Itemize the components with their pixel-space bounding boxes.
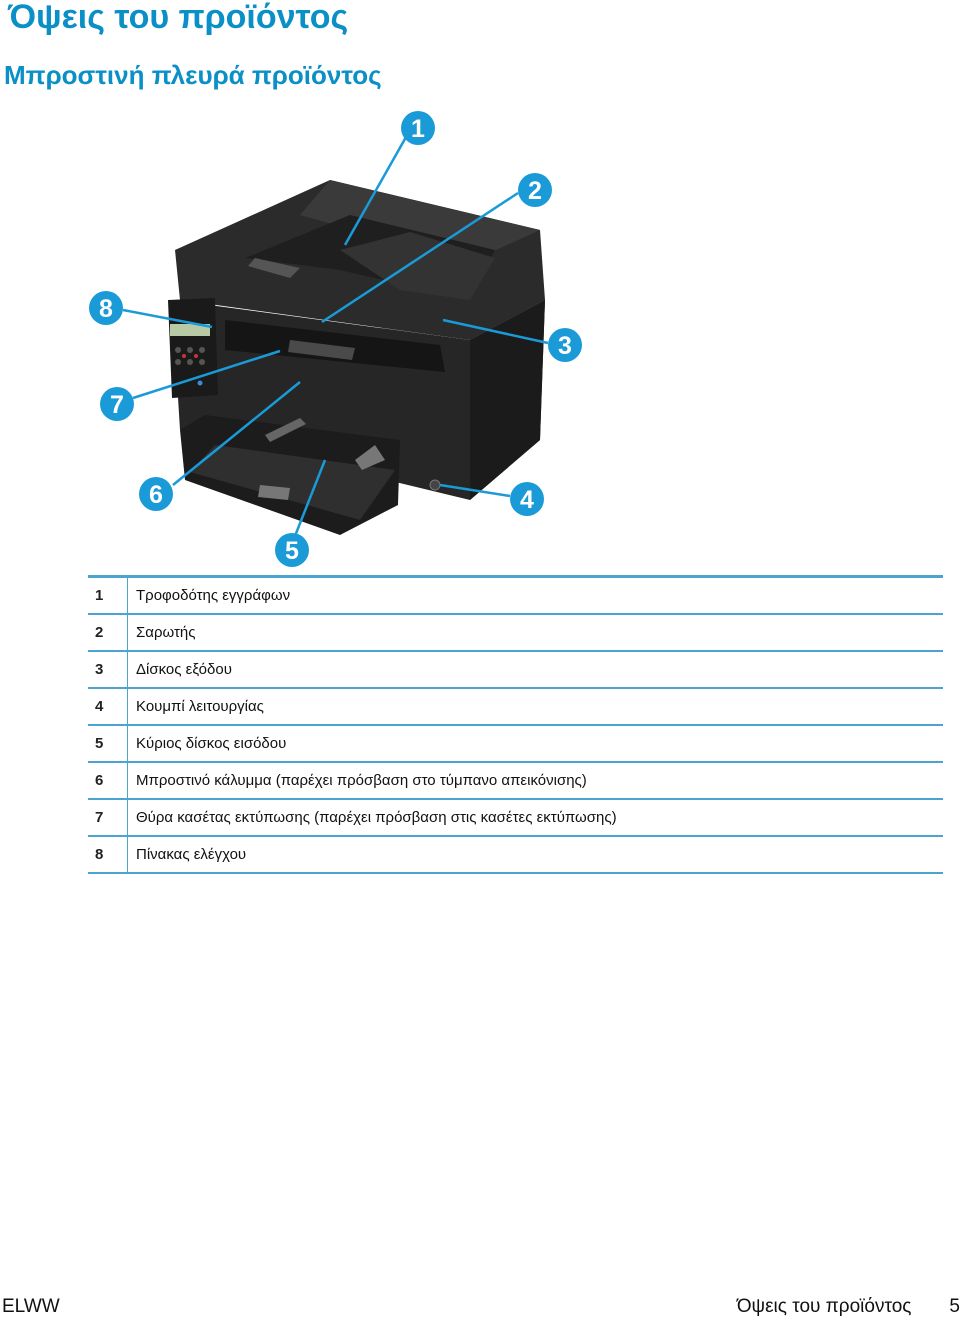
- legend-number: 7: [88, 800, 128, 835]
- section-subtitle: Μπροστινή πλευρά προϊόντος: [4, 60, 382, 90]
- callout-4: [510, 482, 544, 516]
- legend-label: Μπροστινό κάλυμμα (παρέχει πρόσβαση στο τύμπανο απεικόνισης): [136, 772, 587, 789]
- callout-6-label: 6: [149, 481, 163, 509]
- legend-row: [88, 726, 943, 763]
- legend-row: [88, 615, 943, 652]
- legend-label: Θύρα κασέτας εκτύπωσης (παρέχει πρόσβαση στις κασέτες εκτύπωσης): [136, 809, 617, 826]
- legend-row: [88, 578, 943, 615]
- callout-1-label: 1: [411, 115, 425, 143]
- legend-label: Κύριος δίσκος εισόδου: [136, 735, 287, 752]
- legend-label: Κουμπί λειτουργίας: [136, 698, 264, 715]
- legend-number: 3: [88, 652, 128, 687]
- printer-image: [168, 180, 545, 535]
- footer-section-title: Όψεις του προϊόντος: [736, 1296, 912, 1317]
- legend-number: 6: [88, 763, 128, 798]
- printer-front-illustration: [0, 95, 620, 575]
- legend-number: 5: [88, 726, 128, 761]
- callout-8-label: 8: [99, 295, 113, 323]
- callout-4-label: 4: [520, 486, 534, 514]
- footer-document-code: ELWW: [2, 1296, 60, 1317]
- callout-8: [89, 291, 123, 325]
- legend-number: 8: [88, 837, 128, 872]
- callout-3: [548, 328, 582, 362]
- callout-7: [100, 387, 134, 421]
- legend-number: 2: [88, 615, 128, 650]
- legend-label: Δίσκος εξόδου: [136, 661, 232, 678]
- legend-row: [88, 652, 943, 689]
- legend-row: [88, 837, 943, 874]
- callout-2-label: 2: [528, 177, 542, 205]
- footer-page-number: 5: [949, 1296, 960, 1317]
- callout-5-label: 5: [285, 537, 299, 565]
- legend-label: Σαρωτής: [136, 624, 196, 641]
- legend-row: [88, 689, 943, 726]
- footer-section-info: [737, 1296, 960, 1318]
- legend-label: Πίνακας ελέγχου: [136, 846, 247, 863]
- callout-6: [139, 477, 173, 511]
- legend-number: 4: [88, 689, 128, 724]
- legend-row: [88, 800, 943, 837]
- callout-5: [275, 533, 309, 567]
- legend-table: [88, 575, 943, 874]
- legend-number: 1: [88, 578, 128, 613]
- page-title: Όψεις του προϊόντος: [8, 0, 349, 36]
- legend-label: Τροφοδότης εγγράφων: [136, 587, 291, 604]
- legend-row: [88, 763, 943, 800]
- callout-3-label: 3: [558, 332, 572, 360]
- callout-2: [518, 173, 552, 207]
- callout-1: [401, 111, 435, 145]
- callout-7-label: 7: [110, 391, 124, 419]
